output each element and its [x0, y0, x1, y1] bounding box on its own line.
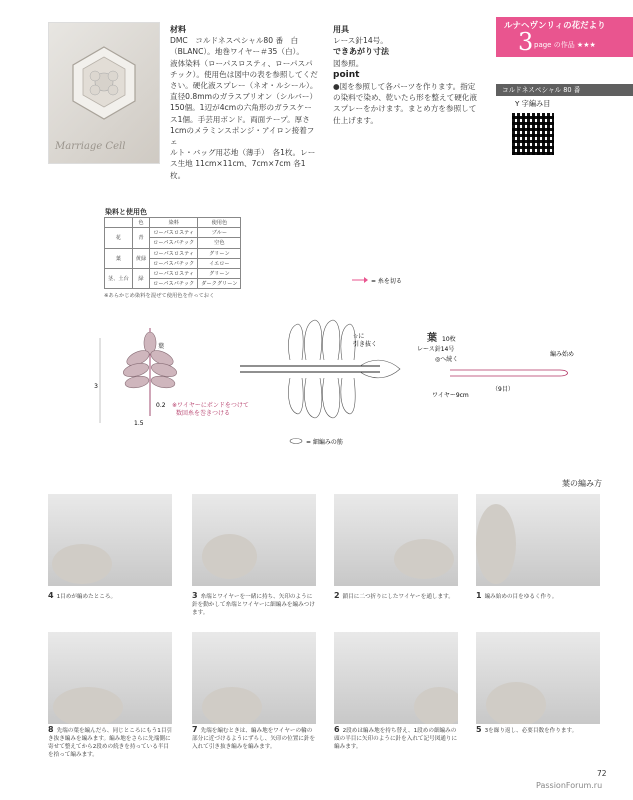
- step-number: 1: [476, 591, 482, 600]
- watermark: PassionForum.ru: [536, 781, 603, 790]
- step-number: 8: [48, 725, 54, 734]
- step-caption: [334, 592, 459, 601]
- table-cell: グリーン: [198, 248, 241, 258]
- series-page-label: page の作品 ★★★: [534, 41, 596, 49]
- step-caption: [48, 726, 173, 759]
- table-cell: ローパスロスティ: [150, 228, 198, 238]
- table-cell: ローパスパチック: [150, 238, 198, 248]
- dye-table-title: 染料と使用色: [105, 208, 147, 216]
- table-row: [105, 218, 241, 228]
- leaf-illustration: [122, 328, 178, 416]
- pull-note-line1: ☆に: [353, 333, 365, 340]
- table-header: 染料: [150, 218, 198, 228]
- step-number: 7: [192, 725, 198, 734]
- dye-note: ※あらかじめ染料を混ぜて使用色を作っておく: [104, 293, 215, 299]
- step-photo: [476, 632, 600, 724]
- table-cell: ブルー: [198, 228, 241, 238]
- table-cell: グリーン: [198, 268, 241, 278]
- size-heading: できあがり寸法: [333, 47, 389, 57]
- table-cell: 花: [105, 228, 133, 248]
- step-text: 1目めが編めたところ。: [56, 594, 117, 600]
- leaf-hook: レース針14号: [417, 346, 455, 353]
- step-caption: [476, 592, 601, 601]
- materials-line: 直径0.8mmのガラスブリオン（シルバー）: [170, 92, 318, 102]
- base-chain-diagram: [450, 370, 568, 376]
- point-line: ●図を参照して各パーツを作ります。指定: [333, 82, 476, 92]
- table-cell: 青: [132, 228, 149, 248]
- step-number: 6: [334, 725, 340, 734]
- size-value: 図参照。: [333, 58, 364, 68]
- tools-section: [333, 24, 483, 126]
- table-header: [105, 218, 133, 228]
- table-header: 色: [132, 218, 149, 228]
- table-cell: 空色: [198, 238, 241, 248]
- dim-0-2: 0.2: [156, 402, 166, 409]
- series-number: 3: [518, 28, 534, 56]
- qr-code[interactable]: [512, 113, 554, 155]
- materials-line: 1cmのメラミンスポンジ・アイロン接着フェ: [170, 125, 315, 147]
- point-line: 仕上げます。: [333, 115, 378, 125]
- series-header: [496, 17, 633, 57]
- point-heading: point: [333, 69, 360, 80]
- wire-note-line2: 数回糸を巻きつける: [176, 410, 231, 417]
- table-cell: 黄緑: [132, 248, 149, 268]
- step-caption: [192, 726, 317, 751]
- materials-line: 150個。1辺が4cmの六角形のガラスケー: [170, 103, 312, 113]
- thread-label: コルドネスペシャル 80 番: [496, 84, 633, 96]
- step-photo: [192, 494, 316, 586]
- dim-1-5: 1.5: [134, 420, 144, 427]
- materials-section: [170, 24, 320, 181]
- materials-line: チック）。使用色は図中の表を参照してくだ: [170, 69, 318, 79]
- step-photo: [192, 632, 316, 724]
- page-number: 72: [597, 769, 607, 778]
- step-photo: [334, 494, 458, 586]
- cut-legend-text: = 糸を切る: [371, 278, 402, 285]
- materials-line: （BLANC）。地巻ワイヤー＃35（白）。: [170, 47, 304, 57]
- table-cell: イエロー: [198, 258, 241, 268]
- step-caption: [334, 726, 459, 751]
- table-row: [105, 228, 241, 238]
- table-cell: 茎、土台: [105, 268, 133, 288]
- count-note: （9目）: [492, 386, 514, 393]
- table-header: 使用色: [198, 218, 241, 228]
- steps-section-title: 葉の編み方: [562, 479, 602, 488]
- pull-note-line2: 引き抜く: [353, 341, 378, 348]
- table-cell: 葉: [105, 248, 133, 268]
- materials-line: さい。硬化液スプレー（ネオ・ルシール）。: [170, 81, 318, 91]
- materials-line: DMC コルドネスペシャル80 番 白: [170, 36, 299, 46]
- step-text: 先端の葉を編んだら、同じところにもう1目引き抜き編みを編みます。編み地をさらに先端側に寄せて整えてから2段めの続きを持っている半目を拾って編みます。: [48, 728, 173, 758]
- product-photo: [48, 22, 160, 164]
- table-cell: ダークグリーン: [198, 279, 241, 289]
- step-number: 5: [476, 725, 482, 734]
- y-stitch-label: Y 字編み目: [515, 99, 551, 108]
- wire-length-note: ワイヤー9cm: [432, 392, 469, 399]
- materials-line: ス1個。手芸用ボンド。両面テープ。厚さ: [170, 114, 310, 124]
- step-text: 編み始めの目をゆるく作り。: [484, 594, 558, 600]
- materials-heading: 材料: [170, 25, 186, 34]
- photo-signature: Marriage Cell: [55, 141, 126, 152]
- materials-line: ス生地 11cm×11cm、7cm×7cm 各1: [170, 159, 306, 169]
- point-line: の染料で染め、乾いたら形を整えて硬化液: [333, 93, 477, 103]
- start-note: 編み始め: [550, 351, 575, 358]
- step-text: 3を繰り返し、必要目数を作ります。: [484, 728, 578, 734]
- materials-line: ルト・バッグ用芯地（薄手） 各1枚。レー: [170, 148, 316, 158]
- step-number: 3: [192, 591, 198, 600]
- crochet-diagram: [90, 268, 610, 458]
- step-caption: [476, 726, 601, 735]
- hex-glass-case-image: [71, 45, 137, 121]
- step-photo: [48, 494, 172, 586]
- table-cell: ローパスパチック: [150, 258, 198, 268]
- step-number: 2: [334, 591, 340, 600]
- materials-line: 液体染料（ローパスロスティ、ローパスパ: [170, 58, 313, 68]
- leaf-label: 葉: [158, 343, 165, 350]
- thin-legend-text: = 細編みの筋: [306, 439, 343, 446]
- table-cell: ローパスパチック: [150, 279, 198, 289]
- cut-legend-icon: [352, 277, 368, 283]
- continue-note: ◎へ続く: [435, 356, 459, 363]
- step-text: 鎖目に二つ折りにしたワイヤーを通します。: [342, 594, 454, 600]
- dim-3: 3: [94, 383, 98, 390]
- leaf-count: 10枚: [442, 336, 456, 343]
- table-cell: ローパスロスティ: [150, 248, 198, 258]
- step-text: 先端を編むときは、編み地をワイヤーの輪の部分に近づけるようにずらし、矢印の位置に針を入れて引き抜き編みを編みます。: [192, 728, 316, 750]
- step-caption: [192, 592, 317, 617]
- table-cell: ローパスロスティ: [150, 268, 198, 278]
- step-text: 糸端とワイヤーを一緒に持ち、矢印のように針を動かして糸端とワイヤーに細編みを編みつけます。: [192, 594, 315, 616]
- step-photo: [334, 632, 458, 724]
- series-title: ルナヘヴンリィの花だより: [504, 21, 606, 31]
- step-photo: [476, 494, 600, 586]
- point-line: スプレーをかけます。まとめ方を参照して: [333, 104, 477, 114]
- table-cell: 緑: [132, 268, 149, 288]
- table-row: [105, 248, 241, 258]
- step-number: 4: [48, 591, 54, 600]
- tools-heading: 用具: [333, 25, 349, 34]
- thin-legend-icon: [290, 439, 302, 444]
- step-text: 2段めは編み地を持ち替え、1段めの細編みの頭の半目に矢印のように針を入れて記号図通りに編みます。: [334, 728, 458, 750]
- tools-line: レース針14号。: [333, 36, 388, 46]
- step-photo: [48, 632, 172, 724]
- wire-note-line1: ※ワイヤーにボンドをつけて: [172, 402, 249, 409]
- stitch-chart: [240, 320, 400, 418]
- step-caption: [48, 592, 173, 601]
- leaf-title: 葉: [427, 333, 437, 344]
- materials-line: 枚。: [170, 170, 186, 180]
